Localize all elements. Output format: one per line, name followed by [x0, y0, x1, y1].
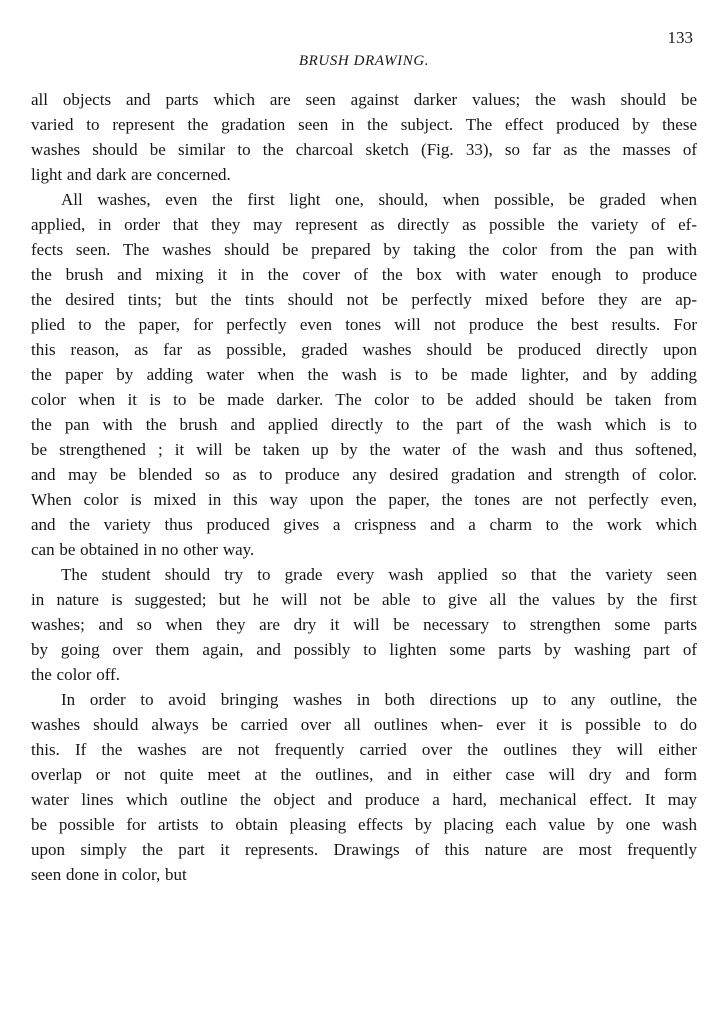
- text-line: the paper by adding water when the wash is to be made lighter, and by adding: [31, 365, 697, 384]
- text-line: washes should be similar to the charcoal sketch (Fig. 33), so far as the masses of: [31, 140, 697, 159]
- text-line: In order to avoid bringing washes in both directions up to any outline, the: [61, 690, 697, 709]
- text-line: be possible for artists to obtain pleasing effects by placing each value by one wash: [31, 815, 697, 834]
- text-line: the color off.: [31, 665, 120, 684]
- text-line: in nature is suggested; but he will not be able to give all the values by the first: [31, 590, 697, 609]
- text-line: washes; and so when they are dry it will be necessary to strengthen some parts: [31, 615, 697, 634]
- text-line: varied to represent the gradation seen in the subject. The effect produced by these: [31, 115, 697, 134]
- text-line: seen done in color, but: [31, 865, 187, 884]
- text-line: by going over them again, and possibly to lighten some parts by washing part of: [31, 640, 697, 659]
- text-line: The student should try to grade every wash applied so that the variety seen: [61, 565, 697, 584]
- text-line: plied to the paper, for perfectly even tones will not produce the best results. For: [31, 315, 697, 334]
- text-line: this. If the washes are not frequently carried over the outlines they will either: [31, 740, 697, 759]
- text-line: color when it is to be made darker. The color to be added should be taken from: [31, 390, 697, 409]
- text-line: and the variety thus produced gives a crispness and a charm to the work which: [31, 515, 697, 534]
- text-line: washes should always be carried over all outlines when- ever it is possible to do: [31, 715, 697, 734]
- text-line: water lines which outline the object and produce a hard, mechanical effect. It may: [31, 790, 697, 809]
- text-line: light and dark are concerned.: [31, 165, 231, 184]
- paragraph: [31, 187, 697, 562]
- text-line: When color is mixed in this way upon the paper, the tones are not perfectly even,: [31, 490, 697, 509]
- text-line: can be obtained in no other way.: [31, 540, 255, 559]
- text-line: the brush and mixing it in the cover of the box with water enough to produce: [31, 265, 697, 284]
- text-line: the desired tints; but the tints should not be perfectly mixed before they are ap-: [31, 290, 697, 309]
- paragraph: [31, 687, 697, 887]
- paragraph: [31, 87, 697, 187]
- book-page: [31, 0, 697, 887]
- text-line: all objects and parts which are seen against darker values; the wash should be: [31, 90, 697, 109]
- page-body: [31, 87, 697, 887]
- text-line: overlap or not quite meet at the outlines, and in either case will dry and form: [31, 765, 697, 784]
- page-number: 133: [667, 28, 693, 47]
- text-line: fects seen. The washes should be prepared by taking the color from the pan with: [31, 240, 697, 259]
- text-line: applied, in order that they may represent as directly as possible the variety of ef-: [31, 215, 697, 234]
- text-line: and may be blended so as to produce any desired gradation and strength of color.: [31, 465, 697, 484]
- running-title: BRUSH DRAWING.: [298, 53, 430, 69]
- text-line: this reason, as far as possible, graded washes should be produced directly upon: [31, 340, 697, 359]
- text-line: upon simply the part it represents. Drawings of this nature are most frequently: [31, 840, 697, 859]
- text-line: All washes, even the first light one, should, when possible, be graded when: [61, 190, 697, 209]
- text-line: be strengthened ; it will be taken up by the water of the wash and thus softened,: [31, 440, 697, 459]
- text-line: the pan with the brush and applied directly to the part of the wash which is to: [31, 415, 697, 434]
- paragraph: [31, 562, 697, 687]
